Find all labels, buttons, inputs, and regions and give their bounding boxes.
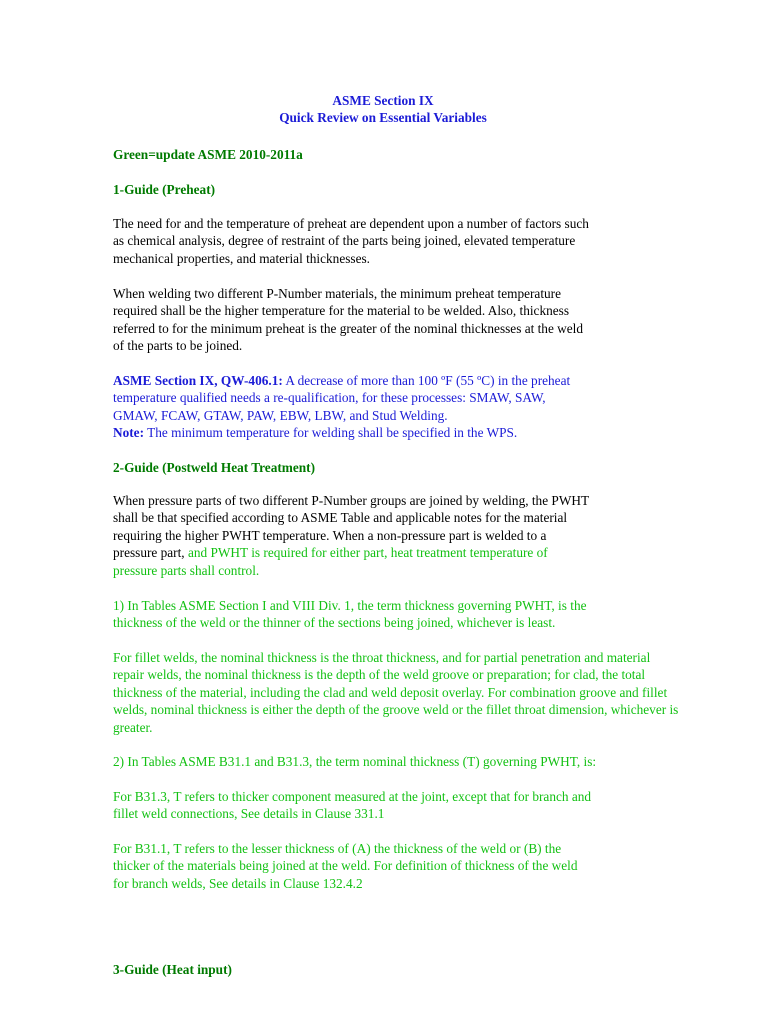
title-line-2: Quick Review on Essential Variables — [279, 110, 487, 125]
text-line: temperature qualified needs a re-qualification, for these processes: SMAW, SAW, — [113, 390, 546, 406]
text-line: mechanical properties, and material thicknesses. — [113, 250, 370, 266]
qw-text: A decrease of more than 100 ºF (55 ºC) in the preheat — [282, 373, 571, 388]
fillet-weld-paragraph — [113, 649, 678, 736]
text-line — [113, 424, 570, 441]
text-line: GMAW, FCAW, GTAW, PAW, EBW, LBW, and Stud Welding. — [113, 407, 448, 423]
guide2-paragraph-1 — [113, 492, 589, 579]
b31-1-paragraph — [113, 840, 578, 892]
text-line: For B31.1, T refers to the lesser thickness of (A) the thickness of the weld or (B) the — [113, 841, 562, 856]
update-note: Green=update ASME 2010-2011a — [113, 147, 303, 162]
guide1-paragraph-1 — [113, 215, 589, 267]
title-line-1: ASME Section IX — [332, 93, 434, 108]
text-line: repair welds, the nominal thickness is the depth of the weld groove or preparation; for clad, the total — [113, 667, 646, 683]
guide2-heading: 2-Guide (Postweld Heat Treatment) — [113, 460, 316, 475]
text-line: When welding two different P-Number materials, the minimum preheat temperature — [113, 286, 562, 301]
text-line: thickness of the material, including the clad and weld deposit overlay. For combination groove and fillet — [113, 684, 668, 700]
text-line: greater. — [113, 719, 153, 735]
guide1-heading: 1-Guide (Preheat) — [113, 182, 216, 197]
note-label: Note: — [113, 425, 145, 441]
text-line: welds, nominal thickness is either the depth of the groove weld or the fillet throat dimension, whichever is — [113, 702, 679, 718]
text-line: referred to for the minimum preheat is the greater of the nominal thicknesses at the weld — [113, 320, 584, 336]
text-line: For B31.3, T refers to thicker component measured at the joint, except that for branch and — [113, 789, 592, 804]
text-line: as chemical analysis, degree of restraint of the parts being joined, elevated temperature — [113, 233, 576, 249]
text-line: requiring the higher PWHT temperature. When a non-pressure part is welded to a — [113, 527, 547, 543]
text-green: and PWHT is required for either part, heat treatment temperature of — [184, 545, 548, 561]
text-line: The need for and the temperature of preheat are dependent upon a number of factors such — [113, 216, 589, 231]
text-line: thickness of the weld or the thinner of the sections being joined, whichever is least. — [113, 615, 556, 631]
text-line: pressure parts shall control. — [113, 562, 260, 578]
note-text: The minimum temperature for welding shall be specified in the WPS. — [144, 425, 518, 441]
qw-406-paragraph — [113, 372, 570, 442]
guide3-heading: 3-Guide (Heat input) — [113, 962, 232, 977]
text-line: required shall be the higher temperature for the material to be welded. Also, thickness — [113, 303, 570, 319]
text-black: pressure part, — [113, 545, 185, 561]
text-line — [113, 372, 570, 389]
text-line: for branch welds, See details in Clause 132.4.2 — [113, 875, 363, 891]
text-line: 1) In Tables ASME Section I and VIII Div. 1, the term thickness governing PWHT, is the — [113, 598, 587, 613]
b31-3-paragraph — [113, 788, 591, 823]
text-line: shall be that specified according to ASME Table and applicable notes for the material — [113, 510, 568, 526]
guide2-item-1 — [113, 597, 587, 632]
text-line: of the parts to be joined. — [113, 338, 243, 354]
text-line: fillet weld connections, See details in Clause 331.1 — [113, 806, 385, 822]
text-line: thicker of the materials being joined at the weld. For definition of thickness of the weld — [113, 858, 578, 874]
qw-reference: ASME Section IX, QW-406.1: — [113, 373, 283, 388]
guide1-paragraph-2 — [113, 285, 583, 355]
text-line: For fillet welds, the nominal thickness is the throat thickness, and for partial penetration and material — [113, 650, 651, 665]
text-line: When pressure parts of two different P-Number groups are joined by welding, the PWHT — [113, 493, 590, 508]
guide2-item-2: 2) In Tables ASME B31.1 and B31.3, the term nominal thickness (T) governing PWHT, is: — [113, 754, 597, 769]
text-line — [113, 544, 589, 561]
